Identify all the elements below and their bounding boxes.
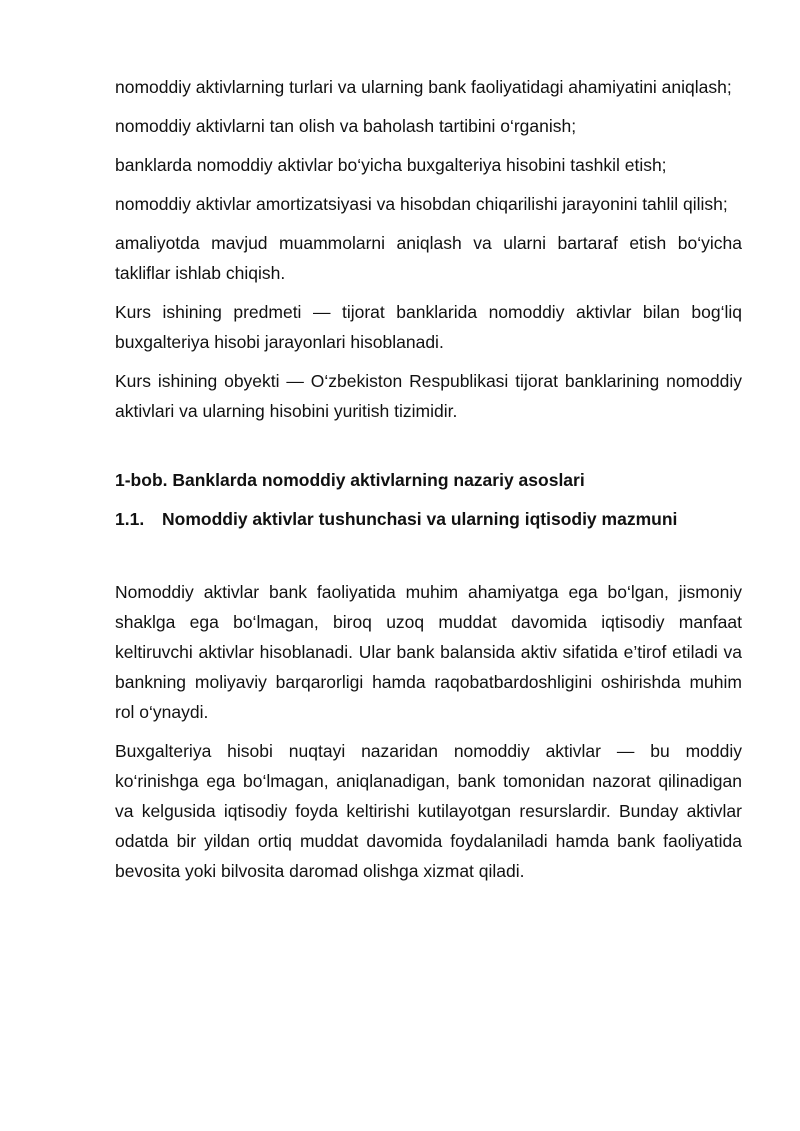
body-paragraph: Buxgalteriya hisobi nuqtayi nazaridan nomoddiy aktivlar — bu moddiy ko‘rinishga ega bo‘lmagan, aniqlanadigan, bank tomonidan nazorat qilinadigan va kelgusida iqtisodiy foyda keltirishi kutilayotgan resurslardir. Bunday aktivlar odatda bir yildan ortiq muddat davomida foydalaniladi hamda bank faoliyatida bevosita yoki bilvosita daromad olishga xizmat qiladi. xyxy=(115,741,742,881)
document-page xyxy=(115,72,742,895)
task-list-item: nomoddiy aktivlarning turlari va ularning bank faoliyatidagi ahamiyatini aniqlash; xyxy=(115,77,732,97)
task-list-item: banklarda nomoddiy aktivlar bo‘yicha buxgalteriya hisobini tashkil etish; xyxy=(115,155,667,175)
task-list-item: nomoddiy aktivlarni tan olish va baholash tartibini o‘rganish; xyxy=(115,116,577,136)
object-paragraph: Kurs ishining obyekti — O‘zbekiston Respublikasi tijorat banklarining nomoddiy aktivlari va ularning hisobini yuritish tizimidir. xyxy=(115,371,742,421)
section-number: 1.1. xyxy=(115,509,145,529)
chapter-heading: 1-bob. Banklarda nomoddiy aktivlarning nazariy asoslari xyxy=(115,470,585,490)
section-title: Nomoddiy aktivlar tushunchasi va ularning iqtisodiy mazmuni xyxy=(162,509,678,529)
section-heading xyxy=(115,504,742,534)
task-list-item: amaliyotda mavjud muammolarni aniqlash va ularni bartaraf etish bo‘yicha takliflar ishlab chiqish. xyxy=(115,233,742,283)
body-paragraph: Nomoddiy aktivlar bank faoliyatida muhim ahamiyatga ega bo‘lgan, jismoniy shaklga ega bo‘lmagan, biroq uzoq muddat davomida iqtisodiy manfaat keltiruvchi aktivlar hisoblanadi. Ular bank balansida aktiv sifatida e’tirof etiladi va bankning moliyaviy barqarorligi hamda raqobatbardoshligini oshirishda muhim rol o‘ynaydi. xyxy=(115,582,742,722)
vertical-spacer xyxy=(115,435,742,465)
subject-paragraph: Kurs ishining predmeti — tijorat banklarida nomoddiy aktivlar bilan bog‘liq buxgalteriya hisobi jarayonlari hisoblanadi. xyxy=(115,302,742,352)
task-list-item: nomoddiy aktivlar amortizatsiyasi va hisobdan chiqarilishi jarayonini tahlil qilish; xyxy=(115,194,728,214)
vertical-spacer xyxy=(115,543,742,577)
